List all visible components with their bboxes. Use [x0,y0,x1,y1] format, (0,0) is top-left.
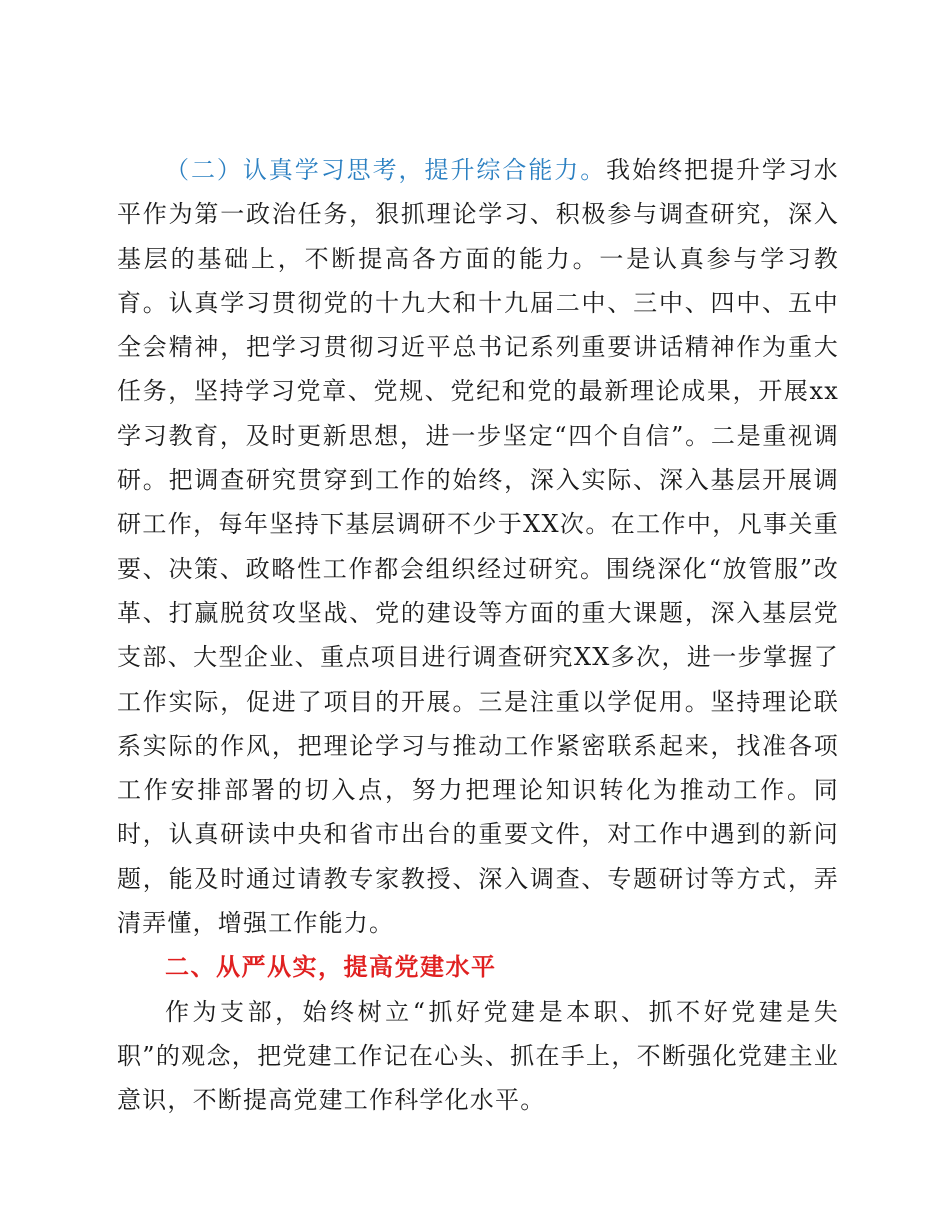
paragraph-lead-title: （二）认真学习思考，提升综合能力。 [165,156,607,184]
paragraph-party-building: 作为支部，始终树立“抓好党建是本职、抓不好党建是失职”的观念，把党建工作记在心头、抓在手上，不断强化党建主业意识，不断提高党建工作科学化水平。 [117,997,839,1115]
section-heading: 二、从严从实，提高党建水平 [165,953,497,982]
document-body [117,148,839,1123]
paragraph-study-thinking [117,148,839,945]
paragraph-body-text: 我始终把提升学习水平作为第一政治任务，狠抓理论学习、积极参与调查研究，深入基层的基础上，不断提高各方面的能力。一是认真参与学习教育。认真学习贯彻党的十九大和十九届二中、三中、四中、五中全会精神，把学习贯彻习近平总书记系列重要讲话精神作为重大任务，坚持学习党章、党规、党纪和党的最新理论成果，开展xx学习教育，及时更新思想，进一步坚定“四个自信”。二是重视调研。把调查研究贯穿到工作的始终，深入实际、深入基层开展调研工作，每年坚持下基层调研不少于XX次。在工作中，凡事关重要、决策、政略性工作都会组织经过研究。围绕深化“放管服”改革、打赢脱贫攻坚战、党的建设等方面的重大课题，深入基层党支部、大型企业、重点项目进行调查研究XX多次，进一步掌握了工作实际，促进了项目的开展。三是注重以学促用。坚持理论联系实际的作风，把理论学习与推动工作紧密联系起来，找准各项工作安排部署的切入点，努力把理论知识转化为推动工作。同时，认真研读中央和省市出台的重要文件，对工作中遇到的新问题，能及时通过请教专家教授、深入调查、专题研讨等方式，弄清弄懂，增强工作能力。 [117,156,839,938]
